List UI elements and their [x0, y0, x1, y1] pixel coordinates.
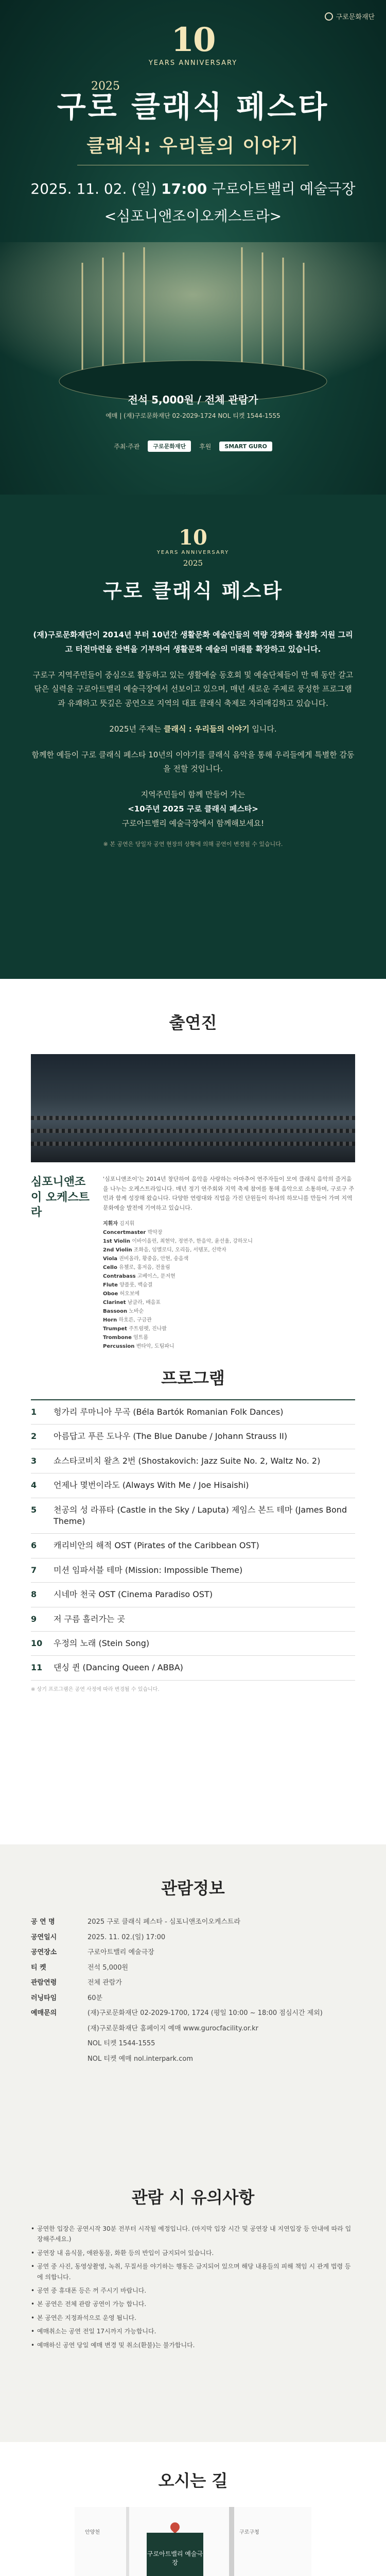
- info-key: 러닝타임: [31, 1994, 57, 2002]
- roster-role: Flute: [103, 1282, 118, 1288]
- info-value: NOL 티켓 1544-1555: [87, 2040, 155, 2047]
- hero-day: (일): [131, 180, 157, 197]
- roster-row: [103, 1272, 355, 1281]
- program-item-title: 미션 임파서블 테마 (Mission: Impossible Theme): [54, 1565, 243, 1575]
- map-venue-building: 구로아트밸리 예술극장: [147, 2533, 203, 2576]
- program-item-number: 7: [31, 1565, 37, 1575]
- intro-anniv-number: 10: [179, 526, 207, 550]
- roster-row: [103, 1237, 355, 1246]
- info-value: 2025 구로 클래식 페스타 - 심포니앤조이오케스트라: [87, 1918, 241, 1926]
- roster-role: Oboe: [103, 1291, 118, 1297]
- roster-names: 고베이스, 문저현: [137, 1273, 176, 1279]
- hero-poster: [0, 0, 386, 495]
- program-item-number: 10: [31, 1638, 43, 1648]
- hero-year: 2025: [91, 80, 120, 93]
- org-logo-text: 구로문화재단: [336, 13, 375, 21]
- info-value: 60분: [87, 1994, 103, 2002]
- roster-names: 박악장: [147, 1229, 163, 1235]
- program-item-title: 우정의 노래 (Stein Song): [54, 1638, 150, 1648]
- roster-names: 주트럼펫, 진나팔: [129, 1326, 167, 1332]
- hero-host-logo: 구로문화재단: [148, 440, 191, 452]
- program-item: [31, 1632, 355, 1656]
- performer-body: [31, 1175, 355, 1351]
- program-item: [31, 1583, 355, 1607]
- info-key: [31, 2021, 87, 2037]
- info-row: [31, 2006, 323, 2021]
- photo-row-3: [31, 1142, 355, 1146]
- program-item-title: 시네마 천국 OST (Cinema Paradiso OST): [54, 1589, 213, 1600]
- program-item: [31, 1656, 355, 1680]
- notice-section-title: 관람 시 유의사항: [131, 2188, 255, 2207]
- roster-names: 엄트롬: [133, 1334, 149, 1341]
- program-item-number: 11: [31, 1663, 43, 1673]
- roster-names: 양플룻, 백숨결: [119, 1282, 153, 1288]
- roster-row: [103, 1325, 355, 1333]
- intro-paragraph-2: 구로구 지역주민들이 중심으로 활동하고 있는 생활예술 동호회 및 예술단체들이 만 매 동안 갈고 닦은 실력을 구로아트밸리 예술극장에서 선보이고 있으며, 매년 새로운 주제로 풍성한 프로그램과 유쾌하고 뜻깊은 공연으로 지역의 대표 클래식 축제로 자리매김하고 있습니다.: [32, 670, 354, 708]
- hero-sponsor-logo: SMART GURO: [219, 442, 272, 451]
- roster-role: Viola: [103, 1256, 118, 1262]
- anniversary-badge: [0, 21, 386, 67]
- program-item: [31, 1425, 355, 1449]
- notice-item: • 공연장 내 음식물, 애완동물, 화환 등의 반입이 금지되어 있습니다.: [31, 2248, 355, 2258]
- org-logo: [325, 11, 375, 21]
- roster-role: 지휘자: [103, 1221, 118, 1227]
- notice-list: [31, 2224, 355, 2350]
- info-row: [31, 1945, 323, 1960]
- anniversary-text: ANNIVERSARY: [179, 59, 238, 67]
- program-footnote: ※ 상기 프로그램은 공연 사정에 따라 변경될 수 있습니다.: [31, 1686, 160, 1692]
- hero-sponsors: [0, 440, 386, 452]
- notice-item: • 본 공연은 전체 관람 공연이 가능 합니다.: [31, 2299, 355, 2309]
- roster-names: 허오보에: [119, 1291, 140, 1297]
- photo-row-1: [31, 1116, 355, 1120]
- program-item: [31, 1400, 355, 1425]
- roster-row: [103, 1281, 355, 1290]
- program-item-number: 1: [31, 1407, 37, 1417]
- program-item-title: 캐리비안의 해적 OST (Pirates of the Caribbean OST): [54, 1540, 259, 1551]
- performer-name: 심포니앤조이 오케스트라: [31, 1176, 90, 1219]
- roster-role: Horn: [103, 1317, 117, 1323]
- info-key: 관람연령: [31, 1979, 57, 1987]
- hero-host-label: 주최·주관: [114, 443, 140, 450]
- intro-line-6: <10주년 2025 구로 클래식 페스타>: [128, 804, 258, 814]
- intro-line-7: 구로아트밸리 예술극장에서 함께해보세요!: [121, 818, 265, 828]
- program-item: [31, 1473, 355, 1498]
- roster-role: Concertmaster: [103, 1229, 146, 1235]
- program-item: [31, 1558, 355, 1583]
- roster-row: [103, 1316, 355, 1325]
- notice-item: • 예매취소는 공연 전일 17시까지 가능합니다.: [31, 2326, 355, 2336]
- program-list: [31, 1400, 355, 1681]
- photo-row-2: [31, 1129, 355, 1133]
- roster-names: 변타악, 도팀파니: [136, 1343, 174, 1349]
- roster-row: [103, 1246, 355, 1255]
- program-item-number: 5: [31, 1504, 37, 1515]
- info-key: 공 연 명: [31, 1918, 55, 1926]
- hero-inquiry: 예매 | (재)구로문화재단 02-2029-1724 NOL 티켓 1544-1555: [106, 412, 280, 419]
- roster-names: 남클라, 배음표: [127, 1299, 161, 1306]
- performer-roster: [103, 1219, 355, 1351]
- roster-role: Trumpet: [103, 1326, 127, 1332]
- hero-title: 구로 클래식 페스타: [57, 89, 329, 124]
- info-key: 공연장소: [31, 1948, 57, 1956]
- notice-item: • 예매하신 공연 당일 예매 변경 및 취소(환불)는 불가합니다.: [31, 2340, 355, 2350]
- roster-row: [103, 1342, 355, 1351]
- hero-ticket-price: 전석 5,000원 / 전체 관람가: [128, 394, 258, 406]
- program-item: [31, 1534, 355, 1558]
- directions-section: [0, 2442, 386, 2576]
- intro-anniv-label: YEARS ANNIVERSARY: [156, 550, 230, 555]
- intro-theme-line: [31, 722, 355, 737]
- info-row: [31, 1991, 323, 2006]
- info-value: 전석 5,000원: [87, 1963, 129, 1972]
- info-row: [31, 1914, 323, 1930]
- roster-row: [103, 1290, 355, 1298]
- info-key: 티 켓: [31, 1963, 46, 1972]
- notice-item: • 공연 중 휴대폰 등은 꺼 주시기 바랍니다.: [31, 2285, 355, 2296]
- info-value: (재)구로문화재단 02-2029-1700, 1724 (평일 10:00 ~ 18:00 점심시간 제외): [87, 2009, 323, 2017]
- program-item-title: 저 구름 흘러가는 곳: [54, 1614, 125, 1624]
- info-value: (재)구로문화재단 홈페이지 예매 www.gurocfacility.or.kr: [87, 2024, 258, 2032]
- info-value: NOL 티켓 예매 nol.interpark.com: [87, 2055, 194, 2063]
- intro-paragraph-1: (재)구로문화재단이 2014년 부터 10년간 생활문화 예술인들의 역량 강화와 활성화 지원 그리고 터전마련을 완벽을 기부하여 생활문화 예술의 미래를 확장하고 있습니다.: [33, 630, 353, 654]
- roster-role: Contrabass: [103, 1273, 136, 1279]
- roster-names: 유첼로, 홍저음, 전울림: [119, 1264, 170, 1270]
- program-item-title: 천공의 성 라퓨타 (Castle in the Sky / Laputa) 제임스 본드 테마 (James Bond Theme): [54, 1504, 347, 1526]
- program-item-title: 쇼스타코비치 왈츠 2번 (Shostakovich: Jazz Suite No. 2, Waltz No. 2): [54, 1455, 321, 1466]
- program-item-title: 언제나 몇번이라도 (Always With Me / Joe Hisaishi): [54, 1480, 249, 1490]
- intro-theme-prefix: 2025년 주제는: [109, 724, 162, 734]
- roster-row: [103, 1228, 355, 1237]
- info-value: 구로아트밸리 예술극장: [87, 1948, 154, 1956]
- info-section-title: 관람정보: [161, 1878, 225, 1898]
- info-row: [31, 2052, 323, 2067]
- hero-datetime: [0, 178, 386, 198]
- map-label-4: 안양천: [85, 2530, 100, 2535]
- roster-role: Bassoon: [103, 1308, 128, 1314]
- map-road-minor: [126, 2507, 129, 2576]
- program-item: [31, 1498, 355, 1534]
- info-value: 2025. 11. 02.(일) 17:00: [87, 1933, 166, 1941]
- program-item-number: 6: [31, 1540, 37, 1551]
- notice-item: • 본 공연은 지정좌석으로 운영 됩니다.: [31, 2313, 355, 2323]
- anniversary-years: YEARS: [148, 59, 176, 67]
- info-key: [31, 2052, 87, 2067]
- intro-paragraph-5: [31, 788, 355, 831]
- program-item-number: 4: [31, 1480, 37, 1490]
- intro-note: ※ 본 공연은 당일자 공연 현장의 상황에 의해 공연이 변경될 수 있습니다.: [103, 841, 283, 848]
- intro-paragraph-4: 함께한 예들이 구로 클래식 페스타 10년의 이야기를 클래식 음악을 통해 우리들에게 특별한 감동을 전할 것입니다.: [31, 750, 355, 774]
- performer-description: '심포니앤조이'는 2014년 창단하여 음악을 사랑하는 아마추어 연주자들이 모여 클래식 음악의 즐거움을 나누는 오케스트라입니다. 매년 정기 연주회와 지역 축제 참여를 통해 음악으로 소통하며, 구로구 주민과 함께 성장해 왔습니다. 다양한 연령대와 직업을 가진 단원들이 하나의 하모니를 만들어 가며 지역 문화예술 발전에 기여하고 있습니다.: [103, 1176, 355, 1212]
- map-pin-icon: [168, 2520, 181, 2533]
- hero-performer: <심포니앤조이오케스트라>: [104, 208, 282, 225]
- roster-names: 조화음, 임멜로디, 오리듬, 서템포, 신박자: [133, 1247, 226, 1253]
- roster-row: [103, 1298, 355, 1307]
- info-section: [0, 1844, 386, 2164]
- roster-row: [103, 1307, 355, 1316]
- intro-line-5: 지역주민들이 함께 만들어 가는: [141, 790, 245, 799]
- hero-subtitle: 클래식: 우리들의 이야기: [86, 135, 300, 157]
- program-section-title: 프로그램: [161, 1368, 225, 1388]
- roster-names: 하호른, 구금관: [118, 1317, 152, 1323]
- roster-names: 노바순: [129, 1308, 144, 1314]
- stage-illustration: [0, 242, 386, 417]
- info-key: 예매문의: [31, 2009, 57, 2017]
- program-section: [0, 1350, 386, 1844]
- anniversary-number: 10: [171, 21, 215, 59]
- anniversary-label: [0, 59, 386, 67]
- program-item-number: 8: [31, 1589, 37, 1600]
- roster-role: Cello: [103, 1264, 117, 1270]
- program-item: [31, 1607, 355, 1632]
- roster-role: 1st Violin: [103, 1238, 131, 1244]
- roster-role: 2nd Violin: [103, 1247, 132, 1253]
- hero-date: 2025. 11. 02.: [30, 180, 127, 197]
- info-key: [31, 2036, 87, 2052]
- hero-time: 17:00: [161, 180, 207, 197]
- orchestra-photo: [31, 1054, 355, 1162]
- hero-sponsor-label: 후원: [199, 443, 212, 450]
- intro-theme: 클래식 : 우리들의 이야기: [164, 724, 250, 734]
- performer-section: [0, 979, 386, 1350]
- roster-row: [103, 1263, 355, 1272]
- roster-names: 권비올라, 황중음, 안현, 송음색: [119, 1256, 189, 1262]
- hero-venue: 구로아트밸리 예술극장: [212, 180, 356, 197]
- roster-names: 김지휘: [119, 1221, 135, 1227]
- location-map: [75, 2507, 311, 2576]
- info-key: 공연일시: [31, 1933, 57, 1941]
- program-item-number: 2: [31, 1431, 37, 1442]
- map-label-1: 구로구청: [239, 2530, 259, 2535]
- intro-year: 2025: [183, 558, 203, 568]
- intro-section: [0, 495, 386, 979]
- info-row: [31, 1930, 323, 1945]
- roster-role: Clarinet: [103, 1299, 126, 1306]
- performer-description-wrap: [103, 1175, 355, 1351]
- roster-row: [103, 1219, 355, 1228]
- program-item-number: 3: [31, 1455, 37, 1466]
- roster-row: [103, 1333, 355, 1342]
- roster-role: Percussion: [103, 1343, 135, 1349]
- notice-item: • 공연 중 사진, 동영상촬영, 녹취, 무질서를 야기하는 행동은 금지되어 있으며 해당 내용들의 피해 책임 시 관계 법령 등 에 의합니다.: [31, 2261, 355, 2282]
- intro-title: 구로 클래식 페스타: [102, 579, 284, 602]
- program-item-title: 아름답고 푸른 도나우 (The Blue Danube / Johann Strauss II): [54, 1431, 288, 1442]
- performer-section-title: 출연진: [169, 1013, 217, 1032]
- notice-section: [0, 2164, 386, 2442]
- info-row: [31, 2036, 323, 2052]
- org-logo-mark: [325, 12, 333, 21]
- program-item-title: 댄싱 퀸 (Dancing Queen / ABBA): [54, 1663, 183, 1673]
- program-item-number: 9: [31, 1614, 37, 1624]
- roster-names: 이바이올린, 최현악, 정연주, 한음악, 윤선율, 강하모니: [132, 1238, 253, 1244]
- info-table: [31, 1914, 323, 2066]
- info-value: 전체 관람가: [87, 1979, 122, 1987]
- notice-item: • 공연한 입장은 공연시작 30분 전부터 시작될 예정입니다. (마지막 입장 시간 및 공연장 내 지연입장 등 안내에 따라 입장해주세요.): [31, 2224, 355, 2245]
- info-row: [31, 1960, 323, 1976]
- map-road-vertical: [229, 2507, 234, 2576]
- info-row: [31, 2021, 323, 2037]
- directions-section-title: 오시는 길: [158, 2471, 228, 2490]
- intro-theme-suffix: 입니다.: [252, 724, 277, 734]
- roster-role: Trombone: [103, 1334, 132, 1341]
- info-row: [31, 1975, 323, 1991]
- program-item: [31, 1449, 355, 1473]
- roster-row: [103, 1255, 355, 1263]
- program-item-title: 헝가리 루마니아 무곡 (Béla Bartók Romanian Folk Dances): [54, 1407, 284, 1417]
